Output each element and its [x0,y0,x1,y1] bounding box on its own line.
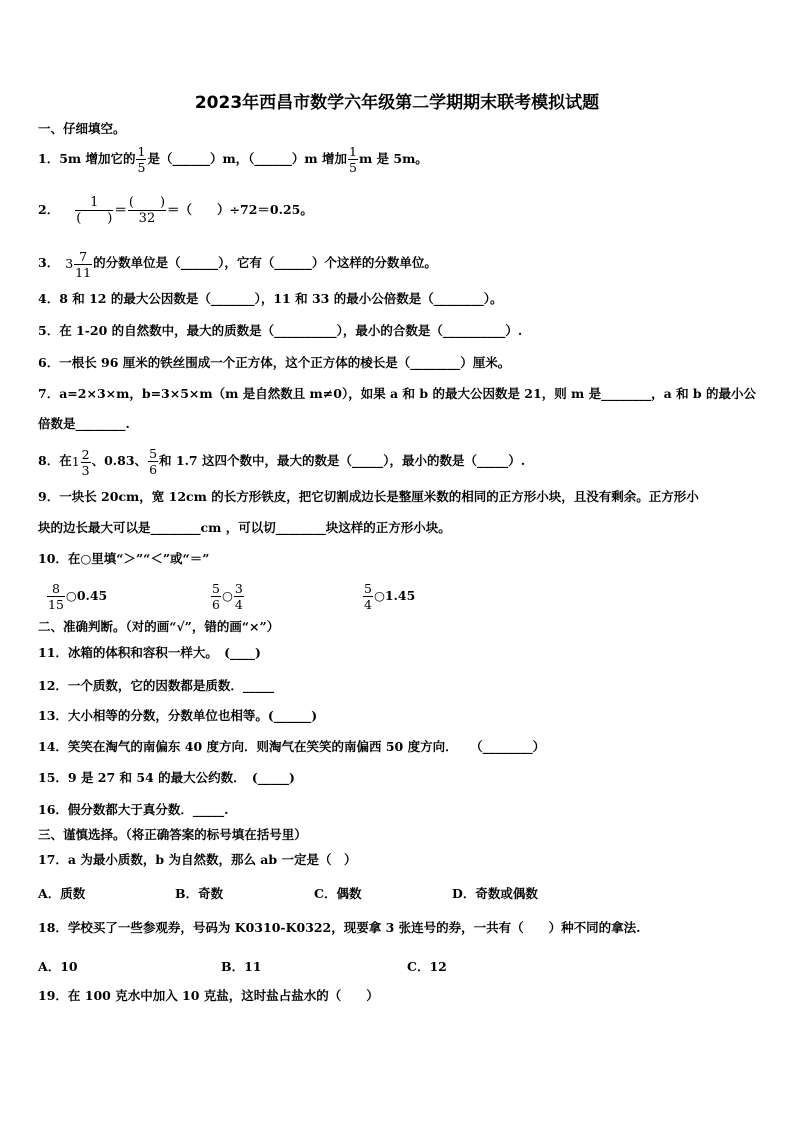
q10-c1-rest: ○0.45 [65,588,108,603]
question-3 [38,247,437,280]
q8-mixed-number [72,445,92,479]
q10-c1-denominator: 15 [48,597,64,612]
q1-f1-denominator: 5 [137,160,146,175]
q8-f1-denominator: 3 [81,462,90,478]
q10-c1-fraction [47,581,65,612]
question-14: 14．笑笑在淘气的南偏东 40 度方向．则淘气在笑笑的南偏西 50 度方向． （________） [38,739,546,754]
question-5: 5．在 1-20 的自然数中，最大的质数是（__________），最小的合数是（__________）. [38,323,523,338]
question-18: 18．学校买了一些参观券，号码为 K0310-K0322，现要拿 3 张连号的券，一共有（ ）种不同的拿法. [38,920,641,935]
q3-number: 3． [38,255,60,270]
q3-rest: 的分数单位是（______），它有（______）个这样的分数单位。 [93,255,437,270]
q8-text-c: 和 1.7 这四个数中，最大的数是（_____），最小的数是（_____）. [159,453,526,468]
q2-equals-1: ＝ [114,202,127,217]
question-1 [38,143,428,175]
section-heading-choice: 三、谨慎选择。（将正确答案的标号填在括号里） [38,827,307,842]
q2-fraction-2 [128,195,166,226]
q10-compare-2 [210,578,245,614]
question-4: 4．8 和 12 的最大公因数是（_______），11 和 33 的最小公倍数是（________）。 [38,291,503,306]
q10-c2-fraction-2 [234,581,244,612]
section-heading-judgement: 二、准确判断。（对的画“√”，错的画“×”） [38,619,280,634]
question-9-line-2: 块的边长最大可以是________cm ，可以切________块这样的正方形小块。 [38,520,451,535]
question-2 [38,192,313,228]
question-12: 12．一个质数，它的因数都是质数．_____ [38,678,275,693]
q2-f2-denominator: 32 [138,211,156,226]
q3-denominator: 11 [75,264,92,280]
section-heading-fill-blank: 一、仔细填空。 [38,121,126,136]
q8-text-b: 、0.83、 [91,453,148,468]
q10-c2-denominator-2: 4 [234,597,243,612]
q17-option-a: A．质数 [38,886,86,901]
q3-fraction [74,249,92,280]
question-6: 6．一根长 96 厘米的铁丝围成一个正方体，这个正方体的棱长是（________）厘米。 [38,355,511,370]
question-19: 19．在 100 克水中加入 10 克盐，这时盐占盐水的（ ） [38,988,379,1003]
question-15: 15．9 是 27 和 54 的最大公约数． (_____) [38,770,295,785]
q10-c2-circle: ○ [221,588,233,603]
question-10-stem: 10．在○里填“＞”“＜”或“＝” [38,551,210,566]
q10-c3-numerator: 5 [364,581,372,596]
q10-c1-numerator: 8 [47,581,65,597]
q18-option-b: B．11 [221,959,262,974]
q10-c2-fraction-1 [211,581,221,612]
q2-f1-numerator: 1 [75,195,113,211]
question-7-line-2: 倍数是________. [38,416,130,431]
q8-f1-numerator: 2 [81,446,90,462]
question-16: 16．假分数都大于真分数．_____. [38,802,229,817]
q1-f2-denominator: 5 [349,160,357,175]
q2-f2-numerator: ( ) [128,195,166,210]
q10-c2-numerator-2: 3 [234,581,243,596]
q10-compare-3 [362,578,415,614]
q18-option-a: A．10 [38,959,78,974]
q3-whole: 3 [65,255,74,271]
q8-f2-denominator: 6 [149,462,158,477]
q10-c3-rest: ○1.45 [373,588,416,603]
q2-rest: ＝（ ）÷72＝0.25。 [167,202,313,217]
q1-text-a: 1．5m 增加它的 [38,151,136,166]
question-9-line-1: 9．一块长 20cm，宽 12cm 的长方形铁皮，把它切割成边长是整厘米数的相同的正方形小块，且没有剩余。正方形小 [38,489,699,504]
q1-fraction-2 [348,144,358,175]
q2-fraction-1 [75,195,113,226]
q8-fraction-2 [148,446,158,477]
q8-f2-numerator: 5 [149,446,158,461]
q1-f2-numerator: 1 [349,144,357,159]
q3-mixed-number [65,248,93,280]
question-11: 11．冰箱的体积和容积一样大。 (____) [38,645,261,660]
page-title: 2023年西昌市数学六年级第二学期期末联考模拟试题 [194,93,600,113]
q10-c2-denominator-1: 6 [212,597,220,612]
question-13: 13．大小相等的分数，分数单位也相等。(______) [38,708,318,723]
q2-number: 2． [38,202,60,217]
q10-compare-1 [46,578,107,614]
question-7-line-1: 7．a=2×3×m，b=3×5×m（m 是自然数且 m≠0），如果 a 和 b 的最大公因数是 21，则 m 是________，a 和 b 的最小公 [38,386,757,401]
q8-fraction-1 [81,447,91,478]
q2-f1-denominator: ( ) [76,211,113,226]
q17-option-d: D．奇数或偶数 [452,886,538,901]
q10-c3-denominator: 4 [364,597,372,612]
q8-whole: 1 [71,453,80,469]
q8-text-a: 8．在 [38,453,72,468]
q17-option-b: B．奇数 [175,886,224,901]
q1-fraction-1 [136,144,146,175]
q17-option-c: C．偶数 [314,886,362,901]
question-8 [38,444,525,479]
q10-c3-fraction [363,581,373,612]
q10-c2-numerator-1: 5 [212,581,220,596]
q1-f1-numerator: 1 [137,144,146,159]
q1-text-b: 是（______）m，（______）m 增加 [147,151,347,166]
q3-numerator: 7 [74,249,92,265]
q18-option-c: C．12 [407,959,447,974]
question-17: 17．a 为最小质数，b 为自然数，那么 ab 一定是（ ） [38,852,357,867]
q1-text-c: m 是 5m。 [358,151,428,166]
